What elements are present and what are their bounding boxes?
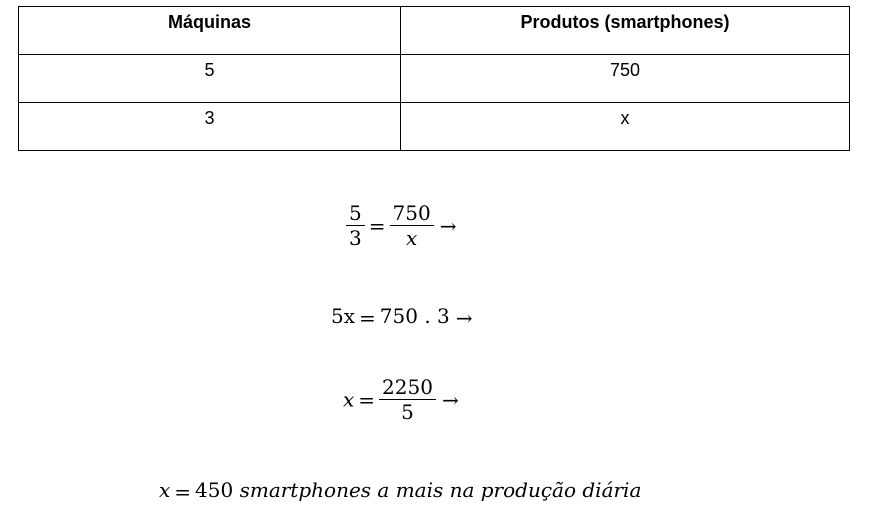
fraction-denominator: 3 bbox=[349, 226, 362, 250]
proportion-table bbox=[18, 6, 850, 151]
table-cell-machines: 5 bbox=[19, 55, 401, 103]
right-arrow-icon: → bbox=[455, 305, 473, 330]
right-arrow-icon: → bbox=[441, 387, 459, 412]
equals-sign: = bbox=[358, 387, 376, 412]
fraction-result bbox=[379, 377, 436, 422]
table-header-row bbox=[19, 7, 850, 55]
equation-division bbox=[343, 377, 459, 422]
answer-text: smartphones a mais na produção diária bbox=[239, 478, 642, 502]
equation-final-answer bbox=[159, 480, 641, 502]
table-cell-machines: 3 bbox=[19, 103, 401, 151]
header-products: Produtos (smartphones) bbox=[401, 7, 850, 55]
fraction-denominator: x bbox=[405, 226, 418, 250]
fraction-numerator: 750 bbox=[390, 203, 434, 226]
answer-value: 450 bbox=[195, 478, 234, 502]
equation-lhs: x bbox=[159, 478, 171, 502]
header-machines: Máquinas bbox=[19, 7, 401, 55]
equation-lhs: x bbox=[343, 387, 355, 412]
equation-lhs: 5x bbox=[331, 304, 356, 328]
table-cell-products: x bbox=[401, 103, 850, 151]
fraction-products bbox=[390, 203, 434, 248]
fraction-numerator: 5 bbox=[346, 203, 365, 226]
fraction-numerator: 2250 bbox=[379, 377, 436, 400]
fraction-denominator: 5 bbox=[401, 400, 414, 424]
table-row bbox=[19, 55, 850, 103]
right-arrow-icon: → bbox=[439, 213, 457, 238]
table-cell-products: 750 bbox=[401, 55, 850, 103]
equals-sign: = bbox=[174, 479, 192, 504]
equation-rhs: 750 . 3 bbox=[379, 304, 450, 328]
equals-sign: = bbox=[359, 305, 376, 330]
fraction-machines bbox=[346, 203, 365, 248]
equation-cross-multiply bbox=[331, 306, 473, 328]
table-row bbox=[19, 103, 850, 151]
equals-sign: = bbox=[368, 213, 386, 238]
equation-proportion bbox=[346, 203, 456, 248]
